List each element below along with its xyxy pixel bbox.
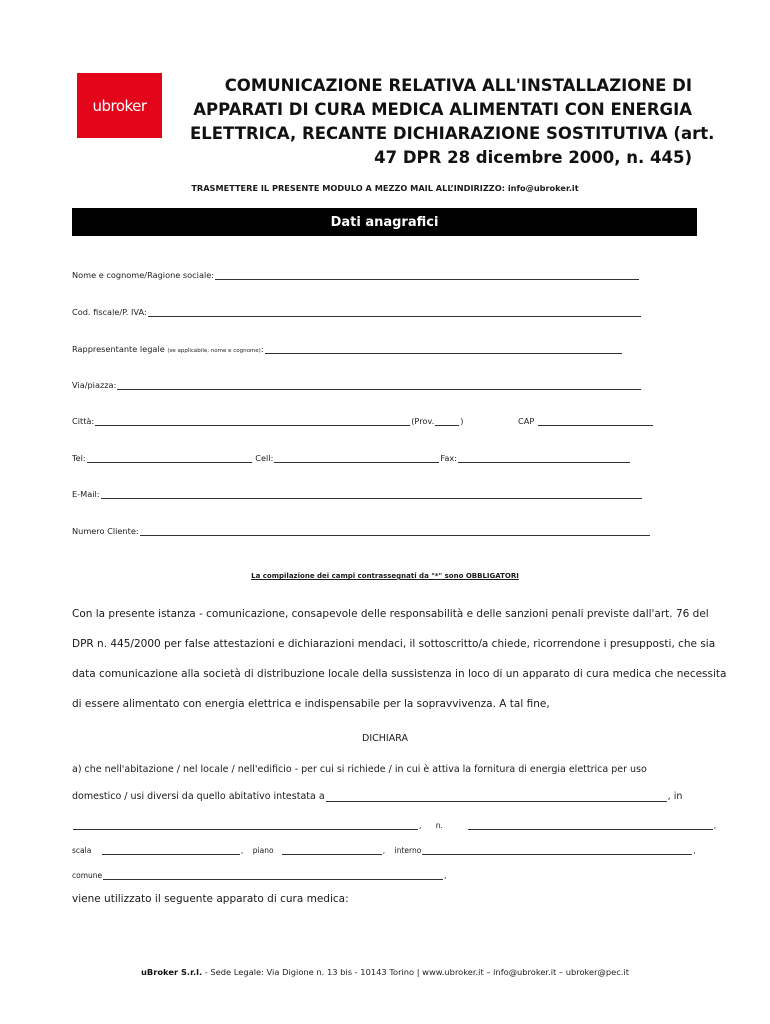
- input-line-interno[interactable]: [422, 845, 692, 855]
- input-line-comune[interactable]: [103, 870, 443, 880]
- label-fax: Fax:: [440, 453, 457, 463]
- label-cod-fiscale: Cod. fiscale/P. IVA:: [72, 307, 147, 317]
- label-nome: Nome e cognome/Ragione sociale:: [72, 270, 215, 280]
- input-line-fax[interactable]: [458, 453, 630, 463]
- input-line-piano[interactable]: [282, 845, 382, 855]
- label-comune: comune: [72, 871, 103, 880]
- paragraph-line: DPR n. 445/2000 per false attestazioni e dichiarazioni mendaci, il sottoscritto/a chiede, ricorrendone i presupposti, che sia: [72, 638, 716, 650]
- label-scala: scala: [72, 846, 92, 855]
- document-title: [190, 74, 715, 170]
- label-numero-cliente: Numero Cliente:: [72, 526, 139, 536]
- title-line: ELETTRICA, RECANTE DICHIARAZIONE SOSTITUTIVA (art.: [190, 124, 715, 143]
- field-email: [72, 489, 643, 499]
- input-line-nome[interactable]: [215, 270, 639, 280]
- field-nome: [72, 270, 640, 280]
- paragraph-line: Con la presente istanza - comunicazione, consapevole delle responsabilità e delle sanzioni penali previste dall'art. 76 del: [72, 608, 709, 620]
- input-line-rappresentante[interactable]: [265, 344, 622, 354]
- input-line-intestata[interactable]: [326, 792, 667, 802]
- footer: [0, 967, 770, 977]
- declaration-scala-line: scala , piano , interno ,: [72, 846, 696, 855]
- field-cap: [518, 416, 654, 426]
- logo-text: ubroker: [92, 96, 147, 115]
- declaration-paragraph: [72, 599, 727, 719]
- input-line-email[interactable]: [101, 489, 642, 499]
- input-line-citta[interactable]: [95, 416, 410, 426]
- title-line: 47 DPR 28 dicembre 2000, n. 445): [374, 148, 692, 167]
- label-prov-close: ): [460, 416, 464, 426]
- ubroker-logo: [77, 73, 162, 138]
- label-piano: piano: [252, 846, 274, 855]
- field-via: [72, 380, 642, 390]
- field-citta: [72, 416, 463, 426]
- field-numero-cliente: [72, 526, 651, 536]
- input-line-cell[interactable]: [274, 453, 439, 463]
- input-line-via[interactable]: [117, 380, 641, 390]
- input-line-civic-number[interactable]: [468, 820, 713, 830]
- input-line-cap[interactable]: [538, 416, 653, 426]
- paragraph-line: di essere alimentato con energia elettrica e indispensabile per la sopravvivenza. A tal fine,: [72, 698, 550, 710]
- input-line-scala[interactable]: [102, 845, 240, 855]
- title-line: COMUNICAZIONE RELATIVA ALL'INSTALLAZIONE DI: [224, 76, 692, 95]
- label-in: , in: [667, 791, 683, 802]
- footer-company: uBroker S.r.l.: [141, 967, 203, 977]
- title-line: APPARATI DI CURA MEDICA ALIMENTATI CON ENERGIA: [193, 100, 692, 119]
- field-rappresentante: Rappresentante legale (se applicabile, nome e cognome) :: [72, 344, 623, 354]
- input-line-tel[interactable]: [87, 453, 252, 463]
- declaration-comune-line: comune ,: [72, 871, 447, 880]
- section-header-dati-anagrafici: [72, 208, 697, 236]
- label-cap: CAP: [518, 416, 535, 426]
- section-title: Dati anagrafici: [330, 214, 439, 230]
- field-cod-fiscale: [72, 307, 642, 317]
- mandatory-note: La compilazione dei campi contrassegnati da "*" sono OBBLIGATORI: [251, 572, 519, 580]
- label-domestico: domestico / usi diversi da quello abitativo intestata a: [72, 791, 325, 802]
- label-prov: (Prov.: [411, 416, 435, 426]
- declaration-domestico: [72, 791, 682, 802]
- input-line-cod-fiscale[interactable]: [148, 307, 641, 317]
- label-via: Via/piazza:: [72, 380, 117, 390]
- label-rappresentante-note: (se applicabile, nome e cognome): [167, 348, 261, 354]
- declaration-apparato: viene utilizzato il seguente apparato di cura medica:: [72, 893, 349, 905]
- label-rappresentante: Rappresentante legale: [72, 344, 165, 354]
- label-citta: Città:: [72, 416, 95, 426]
- field-contacts: [72, 453, 631, 463]
- label-interno: interno: [394, 846, 422, 855]
- footer-details: - Sede Legale: Via Digione n. 13 bis - 10143 Torino | www.ubroker.it – info@ubroker.it – ubroker@pec.it: [202, 967, 629, 977]
- label-email: E-Mail:: [72, 489, 100, 499]
- dichiara-heading: DICHIARA: [362, 733, 408, 744]
- label-tel: Tel:: [72, 453, 86, 463]
- input-line-address[interactable]: [73, 820, 418, 830]
- label-n: n.: [435, 821, 443, 830]
- input-line-prov[interactable]: [435, 416, 459, 426]
- transmit-note: TRASMETTERE IL PRESENTE MODULO A MEZZO MAIL ALL’INDIRIZZO: info@ubroker.it: [191, 183, 579, 193]
- declaration-line-a: a) che nell'abitazione / nel locale / nell'edificio - per cui si richiede / in cui è attiva la fornitura di energia elettrica per uso: [72, 764, 647, 775]
- label-cell: Cell:: [255, 453, 274, 463]
- paragraph-line: data comunicazione alla società di distribuzione locale della sussistenza in loco di un apparato di cura medica che necessita: [72, 668, 727, 680]
- declaration-address-line: , n. ,: [72, 820, 716, 830]
- input-line-numero-cliente[interactable]: [140, 526, 650, 536]
